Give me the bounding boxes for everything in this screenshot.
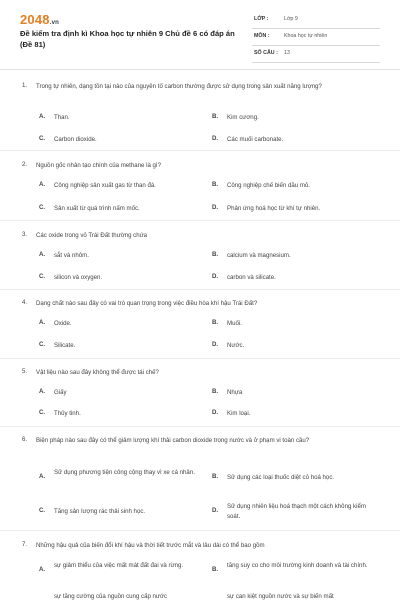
option-text[interactable]: Silicate. [54,342,76,349]
question-text: Dạng chất nào sau đây có vai trò quan trọng trong việc điều hòa khí hậu Trái Đất? [36,300,258,307]
option-text[interactable]: Sản xuất từ quá trình nấm mốc. [54,205,140,212]
page-header [0,0,400,60]
option-key[interactable]: C. [39,507,46,514]
option-text[interactable]: Sử dụng các loại thuốc diệt cỏ hoá học. [227,474,335,481]
option-text[interactable]: carbon và silicate. [227,274,276,281]
logo-suffix: .vn [49,20,60,26]
header-divider [0,69,400,70]
question-text: Nguồn gốc nhân tạo chính của methane là gì? [36,162,162,169]
question-separator [0,150,400,151]
exam-info-panel [252,12,380,63]
option-key[interactable]: A. [39,473,46,480]
option-key[interactable]: D. [212,135,219,142]
question-number: 4. [22,299,28,306]
site-logo[interactable]: 2048.vn [20,12,60,27]
option-text[interactable]: sự giảm thiểu của việc mất mát đất đai và rừng. [54,562,184,569]
option-text[interactable]: Thủy tinh. [54,410,81,417]
option-text[interactable]: Công nghiệp sản xuất gas từ than đá. [54,182,156,189]
option-key[interactable]: D. [212,341,219,348]
question-separator [0,426,400,427]
meta-row-count [252,46,380,63]
question-number: 2. [22,161,28,168]
option-key[interactable]: C. [39,409,46,416]
option-text[interactable]: Sử dụng nhiên liệu hoá thạch một cách không kiểm soát. [227,503,366,520]
question-number: 7. [22,541,28,548]
meta-label: LỚP : [254,16,269,22]
option-text[interactable]: calcium và magnesium. [227,252,291,259]
meta-value: Khoa học tự nhiên [284,33,328,39]
option-key[interactable]: D. [212,204,219,211]
option-key[interactable]: A. [39,388,46,395]
option-key[interactable]: B. [212,251,219,258]
question-separator [0,530,400,531]
option-key[interactable]: C. [39,273,46,280]
option-key[interactable]: B. [212,113,219,120]
option-key[interactable]: A. [39,319,46,326]
question-text: Biện pháp nào sau đây có thể giảm lượng khí thải carbon dioxide trong nước và ở phạm vi toàn cầu? [36,437,310,444]
option-text[interactable]: Giấy [54,389,67,396]
option-key[interactable]: B. [212,388,219,395]
option-key[interactable]: B. [212,473,219,480]
question-number: 6. [22,436,28,443]
option-text[interactable]: Carbon dioxide. [54,136,97,143]
option-key[interactable]: D. [212,273,219,280]
option-text[interactable]: Các muối carbonate. [227,136,284,143]
option-key[interactable]: A. [39,566,46,573]
option-text[interactable]: Nhựa [227,389,243,396]
question-text: Các oxide trong vỏ Trái Đất thường chứa [36,232,148,239]
option-key[interactable]: C. [39,204,46,211]
question-text: Trong tự nhiên, dạng tồn tại nào của nguyên tố carbon thường được sử dụng trong sản xuất năng lượng? [36,83,322,90]
option-text[interactable]: Công nghiệp chế biến dầu mỏ. [227,182,311,189]
question-separator [0,220,400,221]
option-text[interactable]: Muối. [227,320,242,327]
option-text[interactable]: Phản ứng hoá học từ khí tự nhiên. [227,205,321,212]
option-text[interactable]: tăng suy co cho môi trường kinh doanh và tài chính. [227,562,368,569]
question-number: 1. [22,82,28,89]
option-text[interactable]: silicon và oxygen. [54,274,103,281]
option-text[interactable]: Than. [54,114,70,121]
meta-row-subject [252,29,380,46]
meta-row-class [252,12,380,29]
option-key[interactable]: B. [212,566,219,573]
option-key[interactable]: A. [39,181,46,188]
option-text[interactable]: Nước. [227,342,245,349]
option-text[interactable]: Kim cương. [227,114,259,121]
question-text: Những hậu quả của biến đổi khí hậu và thời tiết trước mắt và lâu dài có thể bao gồm [36,542,265,549]
option-text[interactable]: Kim loại. [227,410,251,417]
meta-label: MÔN : [254,33,270,39]
question-separator [0,289,400,290]
option-key[interactable]: B. [212,319,219,326]
question-number: 5. [22,368,28,375]
option-key[interactable]: D. [212,507,219,514]
question-text: Vật liệu nào sau đây không thể được tái chế? [36,369,159,376]
option-text[interactable]: sự can kiệt nguồn nước và sự biến mất [227,593,334,600]
option-key[interactable]: A. [39,251,46,258]
option-text[interactable]: Tăng sản lượng rác thải sinh học. [54,508,146,515]
option-key[interactable]: C. [39,341,46,348]
question-number: 3. [22,231,28,238]
option-text[interactable]: sắt và nhôm. [54,252,89,259]
meta-label: SỐ CÂU : [254,50,278,56]
option-text[interactable]: sự tăng cường của nguồn cung cấp nước [54,593,168,600]
option-text[interactable]: Oxide. [54,320,72,327]
option-key[interactable]: D. [212,409,219,416]
meta-value: 13 [284,50,290,56]
option-text[interactable]: Sử dụng phương tiện công cộng thay vì xe cá nhân. [54,469,195,476]
meta-value: Lớp 9 [284,16,298,22]
option-key[interactable]: A. [39,113,46,120]
option-key[interactable]: C. [39,135,46,142]
question-separator [0,358,400,359]
option-key[interactable]: B. [212,181,219,188]
page-title: Đề kiểm tra định kì Khoa học tự nhiên 9 Chủ đề 6 có đáp án (Đề 81) [20,29,235,49]
